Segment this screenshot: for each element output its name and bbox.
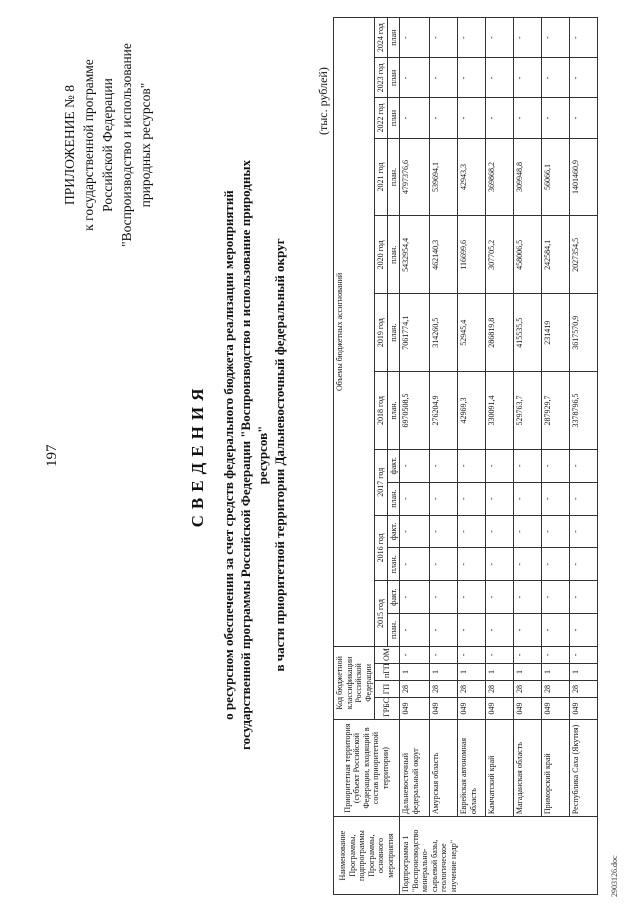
cell-v2017p: - xyxy=(570,482,598,515)
cell-v2024: - xyxy=(458,18,486,58)
cell-v2017f: - xyxy=(486,449,514,482)
header-name: Наименование Программы, подпрограммы Программы, основного мероприятия xyxy=(334,817,400,895)
cell-v2015f: - xyxy=(486,581,514,614)
cell-v2021: 309948,8 xyxy=(514,138,542,216)
cell-v2016p: - xyxy=(486,548,514,581)
territory-cell: Приморский край xyxy=(542,719,570,816)
cell-pgp: 1 xyxy=(486,663,514,680)
cell-v2018: 276204,9 xyxy=(430,372,458,450)
cell-v2020: 5432954,4 xyxy=(400,216,430,294)
cell-grbs: 049 xyxy=(458,698,486,720)
cell-gp: 28 xyxy=(486,680,514,697)
cell-gp: 28 xyxy=(542,680,570,697)
cell-v2015f: - xyxy=(514,581,542,614)
cell-v2017f: - xyxy=(430,449,458,482)
table-row xyxy=(458,18,486,895)
title-line-1: о ресурсном обеспечении за счет средств федерального бюджета реализации мероприятий xyxy=(221,190,236,720)
cell-v2023: - xyxy=(570,58,598,98)
cell-v2024: - xyxy=(570,18,598,58)
cell-om: - xyxy=(458,646,486,663)
header-year-2017: 2017 год xyxy=(375,449,388,515)
appendix-line-4: "Воспроизводство и использование xyxy=(119,43,134,247)
cell-v2016f: - xyxy=(430,515,458,548)
cell-v2021: 539694,1 xyxy=(430,138,458,216)
cell-v2019: 231419 xyxy=(542,294,570,372)
header-year-2024: 2024 год xyxy=(375,18,388,58)
table-body xyxy=(400,18,598,895)
header-plan-only: план xyxy=(387,18,400,58)
cell-v2016f: - xyxy=(458,515,486,548)
cell-grbs: 049 xyxy=(570,698,598,720)
header-year-2016: 2016 год xyxy=(375,515,388,581)
header-gp: ГП xyxy=(375,680,400,697)
cell-v2022: - xyxy=(542,98,570,138)
cell-pgp: 1 xyxy=(400,663,430,680)
header-plan: план. xyxy=(387,614,400,647)
cell-v2018: 6970508,5 xyxy=(400,372,430,450)
table-row xyxy=(570,18,598,895)
cell-v2020: 462140,3 xyxy=(430,216,458,294)
cell-v2017f: - xyxy=(570,449,598,482)
cell-v2016p: - xyxy=(430,548,458,581)
cell-v2024: - xyxy=(400,18,430,58)
cell-om: - xyxy=(400,646,430,663)
units-label: (тыс. рублей) xyxy=(316,67,330,135)
header-territory: Приоритетная территория (субъект Российской Федерации, входящий в состав приоритетной территории) xyxy=(334,719,400,816)
title-line-2: государственной программы Российской Федерации "Воспроизводство и использование природных ресурсов" xyxy=(238,160,270,751)
cell-v2017p: - xyxy=(486,482,514,515)
cell-v2016f: - xyxy=(514,515,542,548)
territory-cell: Республика Саха (Якутия) xyxy=(570,719,598,816)
table-row xyxy=(514,18,542,895)
cell-om: - xyxy=(486,646,514,663)
cell-v2019: 7061774,1 xyxy=(400,294,430,372)
table-row xyxy=(542,18,570,895)
cell-v2017f: - xyxy=(458,449,486,482)
cell-v2021: 56066,1 xyxy=(542,138,570,216)
cell-v2018: 3378796,5 xyxy=(570,372,598,450)
territory-cell: Магаданская область xyxy=(514,719,542,816)
title-line-3: в части приоритетной территории Дальневосточный федеральный округ xyxy=(272,238,287,672)
cell-v2016f: - xyxy=(570,515,598,548)
cell-om: - xyxy=(542,646,570,663)
cell-v2019: 52945,4 xyxy=(458,294,486,372)
cell-v2020: 307705,2 xyxy=(486,216,514,294)
cell-v2015f: - xyxy=(542,581,570,614)
page-number: 197 xyxy=(44,444,60,467)
table-row xyxy=(400,18,430,895)
cell-v2018: 330091,4 xyxy=(486,372,514,450)
cell-v2016p: - xyxy=(514,548,542,581)
cell-v2019: 286819,8 xyxy=(486,294,514,372)
cell-pgp: 1 xyxy=(430,663,458,680)
cell-v2020: 116699,6 xyxy=(458,216,486,294)
cell-v2015p: - xyxy=(486,614,514,647)
appendix-block xyxy=(60,25,155,265)
cell-v2017f: - xyxy=(514,449,542,482)
cell-v2016f: - xyxy=(542,515,570,548)
cell-v2015p: - xyxy=(400,614,430,647)
cell-v2016f: - xyxy=(486,515,514,548)
header-plan: план. xyxy=(387,372,400,450)
cell-pgp: 1 xyxy=(458,663,486,680)
territory-cell: Амурская область xyxy=(430,719,458,816)
header-om: ОМ xyxy=(375,646,400,663)
header-plan-only: план xyxy=(387,58,400,98)
header-year-2022: 2022 год xyxy=(375,98,388,138)
cell-om: - xyxy=(570,646,598,663)
header-volumes: Объемы бюджетных ассигнований xyxy=(334,18,375,647)
cell-v2020: 458006,5 xyxy=(514,216,542,294)
cell-v2020: 2027354,5 xyxy=(570,216,598,294)
cell-v2021: 1401460,9 xyxy=(570,138,598,216)
header-year-2019: 2019 год xyxy=(375,294,388,372)
document-title xyxy=(188,155,288,755)
cell-v2015f: - xyxy=(570,581,598,614)
cell-grbs: 049 xyxy=(430,698,458,720)
cell-v2020: 242584,1 xyxy=(542,216,570,294)
cell-v2015p: - xyxy=(430,614,458,647)
cell-v2016p: - xyxy=(400,548,430,581)
cell-v2017p: - xyxy=(514,482,542,515)
cell-gp: 28 xyxy=(514,680,542,697)
cell-v2021: 369868,2 xyxy=(486,138,514,216)
cell-v2015p: - xyxy=(542,614,570,647)
cell-v2023: - xyxy=(458,58,486,98)
cell-v2015p: - xyxy=(570,614,598,647)
cell-v2021: 42943,3 xyxy=(458,138,486,216)
cell-gp: 28 xyxy=(400,680,430,697)
cell-v2022: - xyxy=(486,98,514,138)
header-year-2021: 2021 год xyxy=(375,138,388,216)
cell-v2015f: - xyxy=(458,581,486,614)
cell-grbs: 049 xyxy=(400,698,430,720)
header-year-2023: 2023 год xyxy=(375,58,388,98)
appendix-line-3: Российской Федерации xyxy=(100,78,115,212)
cell-v2016p: - xyxy=(542,548,570,581)
cell-pgp: 1 xyxy=(570,663,598,680)
resource-table xyxy=(333,17,598,895)
territory-cell: Еврейская автономная область xyxy=(458,719,486,816)
cell-v2023: - xyxy=(514,58,542,98)
cell-v2024: - xyxy=(486,18,514,58)
cell-v2023: - xyxy=(430,58,458,98)
cell-v2019: 415535,5 xyxy=(514,294,542,372)
cell-v2017p: - xyxy=(542,482,570,515)
appendix-line-1: ПРИЛОЖЕНИЕ № 8 xyxy=(62,84,77,206)
cell-v2018: 529763,7 xyxy=(514,372,542,450)
header-fact: факт. xyxy=(387,449,400,482)
title-heading: СВЕДЕНИЯ xyxy=(188,382,207,528)
header-pgp: пГП xyxy=(375,663,400,680)
cell-pgp: 1 xyxy=(542,663,570,680)
header-year-2015: 2015 год xyxy=(375,581,388,647)
cell-gp: 28 xyxy=(570,680,598,697)
cell-v2017p: - xyxy=(458,482,486,515)
footer-filename: 2903126.doc xyxy=(610,855,619,897)
cell-v2017f: - xyxy=(542,449,570,482)
cell-v2022: - xyxy=(400,98,430,138)
cell-v2018: 287929,7 xyxy=(542,372,570,450)
cell-v2016p: - xyxy=(570,548,598,581)
cell-v2023: - xyxy=(542,58,570,98)
cell-v2024: - xyxy=(514,18,542,58)
cell-v2015f: - xyxy=(400,581,430,614)
table-row xyxy=(486,18,514,895)
cell-v2022: - xyxy=(514,98,542,138)
cell-pgp: 1 xyxy=(514,663,542,680)
cell-v2022: - xyxy=(570,98,598,138)
cell-v2019: 3617570,9 xyxy=(570,294,598,372)
cell-v2017p: - xyxy=(430,482,458,515)
cell-gp: 28 xyxy=(430,680,458,697)
header-fact: факт. xyxy=(387,515,400,548)
header-year-2018: 2018 год xyxy=(375,372,388,450)
header-plan-only: план xyxy=(387,98,400,138)
cell-v2024: - xyxy=(542,18,570,58)
appendix-line-2: к государственной программе xyxy=(81,59,96,231)
cell-v2024: - xyxy=(430,18,458,58)
cell-grbs: 049 xyxy=(486,698,514,720)
cell-v2021: 4797376,6 xyxy=(400,138,430,216)
cell-grbs: 049 xyxy=(542,698,570,720)
cell-v2019: 314260,5 xyxy=(430,294,458,372)
cell-v2023: - xyxy=(486,58,514,98)
cell-v2016f: - xyxy=(400,515,430,548)
header-fact: факт. xyxy=(387,581,400,614)
cell-v2015p: - xyxy=(514,614,542,647)
cell-v2022: - xyxy=(430,98,458,138)
cell-grbs: 049 xyxy=(514,698,542,720)
header-plan: план. xyxy=(387,548,400,581)
cell-v2018: 42969,3 xyxy=(458,372,486,450)
territory-cell: Камчатский край xyxy=(486,719,514,816)
header-year-2020: 2020 год xyxy=(375,216,388,294)
cell-v2015p: - xyxy=(458,614,486,647)
header-plan: план. xyxy=(387,482,400,515)
cell-v2016p: - xyxy=(458,548,486,581)
cell-v2022: - xyxy=(458,98,486,138)
header-plan: план. xyxy=(387,294,400,372)
header-code: Код бюджетной классификации Российской Федерации xyxy=(334,646,375,719)
territory-cell: Дальневосточный федеральный округ xyxy=(400,719,430,816)
table-row xyxy=(430,18,458,895)
cell-v2023: - xyxy=(400,58,430,98)
header-plan: план. xyxy=(387,216,400,294)
header-grbs: ГРБС xyxy=(375,698,400,720)
program-name-cell: Подпрограмма 1 "Воспроизводство минерально-сырьевой базы, геологическое изучение недр" xyxy=(400,817,598,895)
header-plan: план. xyxy=(387,138,400,216)
cell-v2017p: - xyxy=(400,482,430,515)
cell-om: - xyxy=(514,646,542,663)
cell-v2015f: - xyxy=(430,581,458,614)
cell-v2017f: - xyxy=(400,449,430,482)
cell-gp: 28 xyxy=(458,680,486,697)
appendix-line-5: природных ресурсов" xyxy=(138,82,153,208)
cell-om: - xyxy=(430,646,458,663)
